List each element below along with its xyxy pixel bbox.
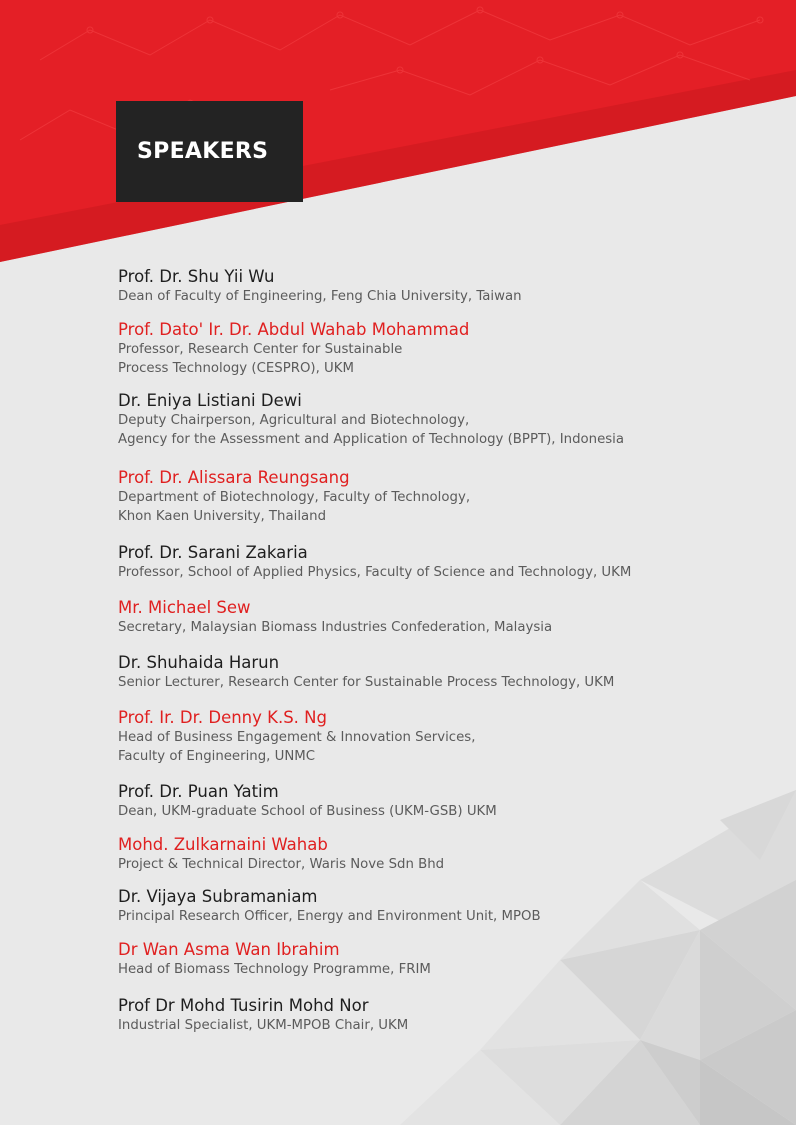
speaker-entry bbox=[118, 708, 778, 766]
speaker-list bbox=[118, 0, 778, 1125]
speaker-name: Prof. Dr. Puan Yatim bbox=[118, 782, 279, 801]
speaker-name: Mr. Michael Sew bbox=[118, 598, 251, 617]
speaker-affiliation: Head of Business Engagement & Innovation Services, bbox=[118, 730, 476, 745]
speaker-affiliation: Deputy Chairperson, Agricultural and Biotechnology, bbox=[118, 413, 470, 428]
speaker-entry bbox=[118, 996, 778, 1035]
speaker-name: Dr. Eniya Listiani Dewi bbox=[118, 391, 302, 410]
speaker-name: Prof. Dato' Ir. Dr. Abdul Wahab Mohammad bbox=[118, 320, 470, 339]
speaker-entry bbox=[118, 598, 778, 637]
speaker-name: Prof. Dr. Sarani Zakaria bbox=[118, 543, 308, 562]
speaker-name: Dr. Vijaya Subramaniam bbox=[118, 887, 318, 906]
speaker-name: Prof. Ir. Dr. Denny K.S. Ng bbox=[118, 708, 327, 727]
speaker-affiliation: Faculty of Engineering, UNMC bbox=[118, 749, 316, 764]
speaker-entry bbox=[118, 468, 778, 526]
speaker-affiliation: Professor, School of Applied Physics, Faculty of Science and Technology, UKM bbox=[118, 565, 632, 580]
speaker-affiliation: Department of Biotechnology, Faculty of Technology, bbox=[118, 490, 471, 505]
speaker-entry bbox=[118, 653, 778, 692]
speaker-name: Prof. Dr. Alissara Reungsang bbox=[118, 468, 350, 487]
speaker-affiliation: Project & Technical Director, Waris Nove Sdn Bhd bbox=[118, 857, 445, 872]
speaker-name: Dr Wan Asma Wan Ibrahim bbox=[118, 940, 340, 959]
speaker-entry bbox=[118, 543, 778, 582]
speaker-name: Mohd. Zulkarnaini Wahab bbox=[118, 835, 328, 854]
speaker-affiliation: Agency for the Assessment and Application of Technology (BPPT), Indonesia bbox=[118, 432, 625, 447]
speaker-entry bbox=[118, 835, 778, 874]
speaker-affiliation: Principal Research Officer, Energy and Environment Unit, MPOB bbox=[118, 909, 541, 924]
speaker-entry bbox=[118, 782, 778, 821]
speaker-affiliation: Process Technology (CESPRO), UKM bbox=[118, 361, 354, 376]
speaker-entry bbox=[118, 887, 778, 926]
speaker-affiliation: Khon Kaen University, Thailand bbox=[118, 509, 327, 524]
speaker-name: Prof. Dr. Shu Yii Wu bbox=[118, 267, 275, 286]
speaker-entry bbox=[118, 391, 778, 449]
speaker-name: Prof Dr Mohd Tusirin Mohd Nor bbox=[118, 996, 369, 1015]
speaker-affiliation: Head of Biomass Technology Programme, FRIM bbox=[118, 962, 431, 977]
speaker-affiliation: Professor, Research Center for Sustainable bbox=[118, 342, 403, 357]
speaker-entry bbox=[118, 320, 778, 378]
speaker-affiliation: Secretary, Malaysian Biomass Industries Confederation, Malaysia bbox=[118, 620, 553, 635]
section-title-text: SPEAKERS bbox=[137, 139, 269, 164]
speaker-name: Dr. Shuhaida Harun bbox=[118, 653, 280, 672]
speaker-affiliation: Dean, UKM-graduate School of Business (UKM-GSB) UKM bbox=[118, 804, 497, 819]
speaker-affiliation: Industrial Specialist, UKM-MPOB Chair, UKM bbox=[118, 1018, 409, 1033]
speaker-entry bbox=[118, 940, 778, 979]
speaker-entry bbox=[118, 267, 778, 306]
speaker-affiliation: Senior Lecturer, Research Center for Sustainable Process Technology, UKM bbox=[118, 675, 615, 690]
speaker-affiliation: Dean of Faculty of Engineering, Feng Chia University, Taiwan bbox=[118, 289, 522, 304]
